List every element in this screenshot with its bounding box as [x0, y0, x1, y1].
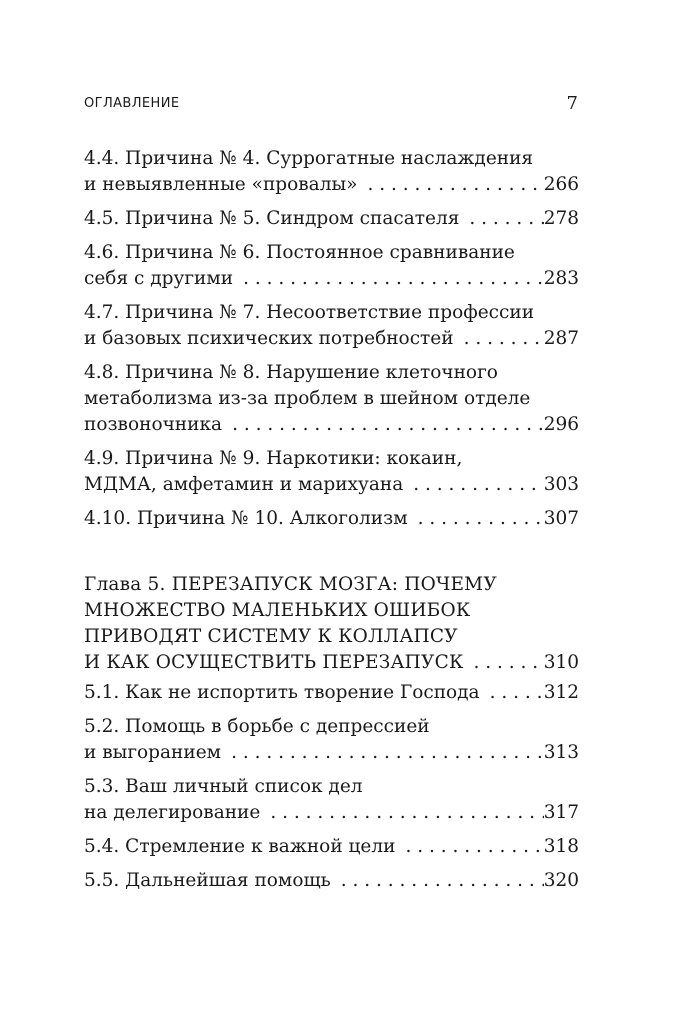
toc-entry[interactable]	[84, 680, 579, 706]
toc-page-number: 318	[543, 836, 579, 857]
toc-entry-line: себя с другими	[84, 268, 234, 289]
toc-entry[interactable]	[84, 146, 579, 198]
toc-page-number: 310	[543, 652, 579, 673]
toc-entry-line: 4.5. Причина № 5. Синдром спасателя	[84, 208, 460, 229]
toc-entry[interactable]	[84, 834, 579, 860]
dot-leader	[403, 472, 543, 498]
dot-leader	[408, 506, 544, 532]
toc-entry-line: 5.3. Ваш личный список дел	[84, 776, 363, 797]
toc-page-number: 313	[543, 742, 579, 763]
toc-entry-line: ПРИВОДЯТ СИСТЕМУ К КОЛЛАПСУ	[84, 626, 458, 647]
toc-entry-line: Глава 5. ПЕРЕЗАПУСК МОЗГА: ПОЧЕМУ	[84, 574, 497, 595]
toc-entry-line: 4.8. Причина № 8. Нарушение клеточного	[84, 362, 498, 383]
toc-entry-line: 5.4. Стремление к важной цели	[84, 836, 396, 857]
toc-page-number: 296	[543, 414, 579, 435]
toc-entry[interactable]	[84, 446, 579, 498]
page-number: 7	[566, 93, 578, 114]
dot-leader	[395, 834, 543, 860]
dot-leader	[331, 868, 544, 894]
toc-entry[interactable]	[84, 714, 579, 766]
toc-entry-line: и выгоранием	[84, 742, 222, 763]
toc-page-number: 312	[543, 682, 579, 703]
toc-entry-line: и базовых психических потребностей	[84, 328, 454, 349]
toc-entry-line: 5.5. Дальнейшая помощь	[84, 870, 331, 891]
toc-page-number: 266	[543, 174, 579, 195]
toc-chapter-entry[interactable]	[84, 572, 579, 676]
toc-entry-line: МНОЖЕСТВО МАЛЕНЬКИХ ОШИБОК	[84, 600, 471, 621]
dot-leader	[480, 680, 544, 706]
toc-entry[interactable]	[84, 360, 579, 438]
toc-entry[interactable]	[84, 300, 579, 352]
toc-entry-line: 4.10. Причина № 10. Алкоголизм	[84, 508, 408, 529]
toc-page-number: 283	[543, 268, 579, 289]
dot-leader	[463, 650, 543, 676]
running-title: ОГЛАВЛЕНИЕ	[84, 96, 180, 111]
dot-leader	[221, 740, 544, 766]
toc-entry-line: позвоночника	[84, 414, 223, 435]
toc-entry[interactable]	[84, 206, 579, 232]
toc-entry-line: 4.6. Причина № 6. Постоянное сравнивание	[84, 242, 515, 263]
toc-page-number: 317	[543, 802, 579, 823]
toc-entry[interactable]	[84, 240, 579, 292]
toc-entry[interactable]	[84, 868, 579, 894]
toc-page-number: 303	[543, 474, 579, 495]
toc-entry-line: 4.4. Причина № 4. Суррогатные наслаждения	[84, 148, 534, 169]
toc-page-number: 287	[543, 328, 579, 349]
toc-page-number: 307	[543, 508, 579, 529]
toc-entry-line: МДМА, амфетамин и марихуана	[84, 474, 404, 495]
dot-leader	[454, 326, 544, 352]
toc-entry-line: и невыявленные «провалы»	[84, 174, 358, 195]
table-of-contents	[84, 146, 579, 894]
dot-leader	[260, 800, 543, 826]
dot-leader	[459, 206, 543, 232]
toc-entry[interactable]	[84, 506, 579, 532]
toc-entry-line: метаболизма из-за проблем в шейном отделе	[84, 388, 531, 409]
toc-entry[interactable]	[84, 774, 579, 826]
toc-entry-line: на делегирование	[84, 802, 261, 823]
toc-entry-line: 5.1. Как не испортить творение Господа	[84, 682, 480, 703]
dot-leader	[358, 172, 544, 198]
toc-entry-line: И КАК ОСУЩЕСТВИТЬ ПЕРЕЗАПУСК	[84, 652, 464, 673]
toc-page-number: 278	[543, 208, 579, 229]
dot-leader	[233, 266, 544, 292]
toc-page-number: 320	[543, 870, 579, 891]
toc-entry-line: 4.7. Причина № 7. Несоответствие профессии	[84, 302, 535, 323]
toc-entry-line: 4.9. Причина № 9. Наркотики: кокаин,	[84, 448, 463, 469]
toc-entry-line: 5.2. Помощь в борьбе с депрессией	[84, 716, 430, 737]
dot-leader	[222, 412, 544, 438]
